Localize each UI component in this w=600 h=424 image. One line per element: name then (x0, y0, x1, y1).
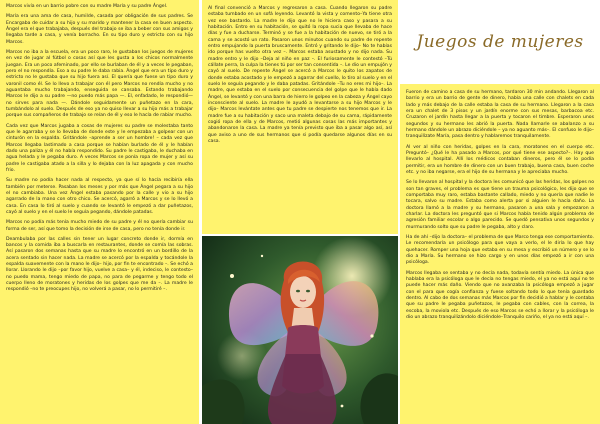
paragraph: Marcos no iba a la escuela, era un poco raro, le gustaban los juegos de mujeres en vez de jugar al fútbol o cosas así que les gusta a los chicos normalmente juegan. Era un poco afeminado, por ello se burlaban de él y a veces le pegaban, pero el no respondía. Eso a su padre le daba rabia. Ángel que era un tipo duro y estricto no le gustaba que su hijo fuera así. El quería que fuese un tipo duro y varonil como él. Se lo llevo a trabajar con él pero Marcos no rendía mucho y no aguantaba mucho trabajando, enseguida se cansaba. Estando trabajando Marcos le dijo a su padre —no puedo más papa —. El, enfadado, le respondió— no sirves para nada —. Dándole seguidamente un puñetazo en la cara, tumbándolo al suelo. Después de eso ya no quiso llevar a su hijo más a trabajar porque sus compañeros de trabajo se reían de él y eso le hacía de rabiar mucho. (6, 49, 193, 119)
paragraph: Marcos no podía más tenía mucho miedo de su padre y él no quería cambiar su forma de ser, así que tomo la decisión de irse de casa, pero no tenía donde ir. (6, 220, 193, 232)
fairy-illustration (202, 236, 398, 424)
paragraph: Se lo llevaron al hospital y la doctora les comunicó que las heridas, los golpes no son tan graves, el problema es que tiene un trauma psicológico, les dijo que se comportaba muy raro, estaba bastante callado, miedo y no quería que nadie le tocara, salvo su madre. Estaba como alerta por si alguien le hacía daño. La doctora llamó a la madre y su hermano, pasaron a una sala y empezaron a charlar. La doctora les preguntó que si Marcos había tenido algún problema de agresión familiar escolar o algo parecido. Se quedó pensativa unos segundos y murmurando solto que su padre le pegaba, alto y claro. (406, 180, 594, 230)
paragraph: Al final convenció a Marcos y regresaron a casa. Cuando llegaron su padre estaba tumbado en un sofá leyendo. Levantó la vista y comento–Ya tiene otra vez ese bastardo. La madre le dijo que no le hiciera caso y pasara a su habitación. Entro en su habitación, se quitó la ropa sucia que llevaba de hace días y fue a ducharse. Terminó y se fue a la habitación de nuevo, se tiró a la cama y se acostó un rato. Pasaron unos minutos cuando su padre de repente entro empujando la puerta bruscamente. Entró y gritando le dijo– No te habías ido porque has vuelto otra vez –. Marcos estaba asustado y no dijo nada. Su madre entro y le dijo –Deja al niño en paz –. El furiosamente le contestó –Tú cállate perra, la culpa la tienes tú por ser tan consentida –. Le dio un empujón y cayó al suelo. De repente Ángel se acercó a Marcos le quito los zapatos de donde estaba acostado y le empezó a agarrar del cuello, lo tiro al suelo y en el suelo le seguía pegando y le daba patadas. Gritándole –Tu no eres mi hijo–. La madre, que estaba en el suelo por consecuencia del golpe que le había dado Ángel, se levantó y con una barra de hierro le golpeo en la cabeza y Ángel cayo inconsciente al suelo. La madre le ayudó a levantarse a su hijo Marcos y le dijo– Marcos levántate antes que tu padre se despierte nos tenemos que ir. La madre fue a su habitación y saco una maleta debajo de su cama, rápidamente cogió ropa de ella y de Marcos, metió algunas cosas las más importantes y abandonaron la casa. La madre ya tenía previsto que iba a pasar algo así, así que aviso a uno de sus hermanos que si podía quedarse algunos días en su casa. (208, 6, 392, 144)
article-title: Juegos de mujeres (400, 0, 600, 84)
paragraph: Al ver al niño con heridas, golpes en la cara, moratones en el cuerpo etc. Preguntó– ¿Qué le ha pasado a Marcos, por qué tiene ese aspecto?–. Hay que llevarlo al hospital. Allí los médicos contaban dineros, pero él se lo podía permitir, era un hombre de dinero con un buen trabajo, buena casa, buen coche etc. y no iba negarse, era el hijo de su hermana y le apreciaba mucho. (406, 144, 594, 175)
paragraph: Deambulaba por las calles sin tener un lugar concreto donde ir, dormía en bancos y la comida iba a buscarla en restaurantes, donde se comía las sobras. Así pasaron dos semanas hasta que su madre lo encontró en un bordillo de la acera sentado sin hacer nada. La madre se acercó por la espalda y tocándole la espalda suavemente con la mano le dijo– hijo, por fin te encontrado –. Se echó a llorar. Llorando le dijo –por favor hijo, vuelve a casa– y él, indeciso, le contesto– no puedo mama, tengo miedo de papa, no para de pegarme y tengo todo el cuerpo lleno de moratones y heridas de los golpes que me da –. La madre le respondió –no te preocupes hijo, no volverá a pasar, no lo permitiré –. (6, 236, 193, 293)
text-column-left (0, 0, 199, 424)
text-column-right (400, 84, 600, 424)
paragraph: María era una ama de casa, humilde, casada por obligación de sus padres. Se Encargaba de cuidar a su hijo y su marido y mantener la casa en buen aspecto. Ángel era el que trabajaba, después del trabajo se iba a beber con sus amigos y llegaba tarde a casa, y venía borracho. En su tipo duro y estricto con su hijo Marcos. (6, 14, 193, 45)
paragraph: Cada vez que Marcos jugaba a cosas de mujeres su padre se molestaba tanto que le agarraba y se lo llevaba de donde este y le empezaba a golpear con un cinturón en la espalda. Gritándole –aprende a ser un hombre! – cada vez que Marcos llegaba lastimado a casa porque se habían burlado de él y le habían dado una paliza y él no había respondido. Su padre le castigaba, le duchaba en agua helada y le pegaba duro. A veces Marcos se ponía ropa de mujer y así su padre le castigaba atado a la silla y lo dejaba con la luz apagada y con mucho frio. (6, 123, 193, 173)
paragraph: Marcos vivía en un barrio pobre con su madre María y su padre Ángel. (6, 4, 168, 9)
paragraph: Ha de ahí –dijo la doctora– el problema de que Marco tenga ese comportamiento. Le recomendaría un psicólogo para que vaya a verlo, el le diría lo que hay quehacer. Romper una hoja que estaba en su mesa y escribió un número y se lo dio a María. Su hermano se hizo cargo y en unos días empezó a ir con una psicóloga. (406, 234, 594, 266)
text-column-middle (202, 0, 398, 234)
paragraph: Fueron de camino a casa de su hermano, tardaron 30 min andando. Llegaron al barrio y era un barrio de gente de dinero, había una calle con chalets en cada lado y más debajo de la calle estaba la casa de su hermano. Llegaron a la casa era un chalet de 3 pisos y un jardín enorme con sus mesas, barbacoa etc. Cruzaron el jardín hasta llegar a la puerta y tocaron el timbre. Esperaron unos segundos y su hermano les abrió la puerta. Nada llamarle se abalanzo a su hermano dándole un abrazo diciéndole – ya no aguanto más–. El confuso le dijo– tranquilízate María, pasa dentro y hablaremos tranquilamente. (406, 90, 594, 140)
paragraph: Su madre no podía hacer nada al respecto, ya que sí lo hacía recibiría ella también por meterse. Pasaban los meses y por más que Ángel pegara a su hijo el no cambiaba. Una vez Ángel estaba pasando por la calle y vio a su hijo agarrado de la mano con otro chico. Se acercó, agarró a Marcos y se lo llevó a casa. En casa lo tiró al suelo y cuando se levantó le empezó a dar puñetazos, cayó al suelo y en el suelo le seguía pegando, dándole patadas. (6, 178, 193, 215)
paragraph: Marcos llegaba se sentaba y no decía nada, todavía sentía miedo. La única que hablaba era la psicóloga que le decía no tengas miedo, el ya no está aquí no te puede hacer más daño. Viendo que no avanzaba la psicóloga empezó a jugar con el para que cogía confianza y fuese soltando todo lo que tenía guardado dentro. Al cabo de dos semanas más Marcos por fin decidió a hablar y le contaba que su padre le pegaba puñetazos, le pegaba con cables, con la correa, la escoba, la moviola etc. Después de eso Marcos se echó a llorar y la psicóloga le dio un abrazo tranquilizándolo diciéndole–Tranquilo cariño, el ya no está aquí –. (406, 270, 594, 320)
